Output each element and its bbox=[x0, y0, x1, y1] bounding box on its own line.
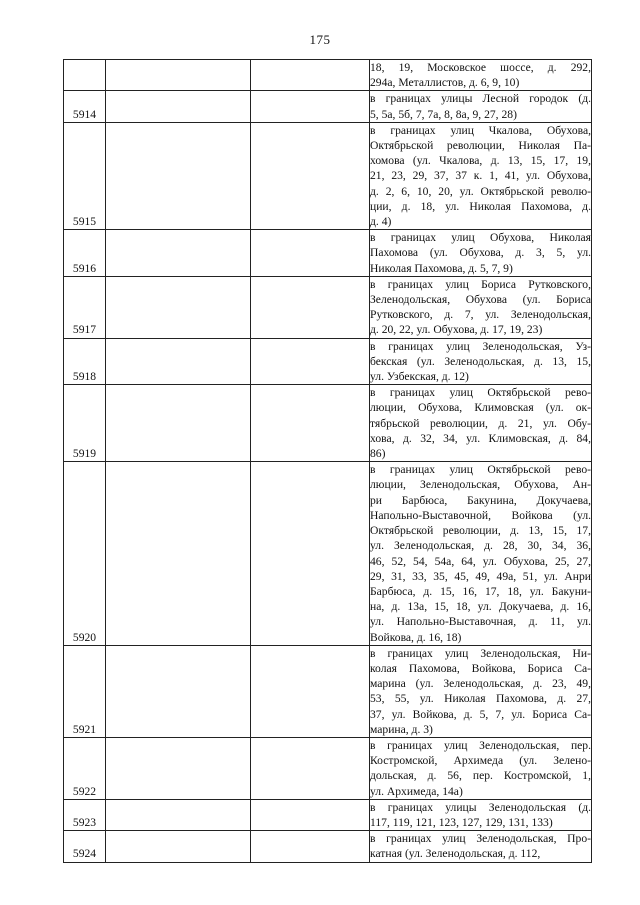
table-body bbox=[64, 60, 592, 863]
empty-cell bbox=[106, 462, 251, 645]
description-line: ции, д. 18, ул. Николая Пахомова, д. bbox=[370, 199, 591, 213]
table-row bbox=[64, 385, 592, 462]
boundary-description-cell bbox=[370, 645, 592, 737]
row-number-cell: 5914 bbox=[64, 91, 106, 122]
boundary-description-cell bbox=[370, 122, 592, 229]
empty-cell bbox=[106, 122, 251, 229]
description-line: катная (ул. Зеленодольская, д. 112, bbox=[370, 847, 541, 861]
description-line: Костромской, Архимеда (ул. Зелено- bbox=[370, 754, 591, 768]
boundary-description-cell bbox=[370, 338, 592, 385]
description-line: в границах улиц Бориса Рутковского, bbox=[370, 277, 591, 291]
table-row bbox=[64, 91, 592, 122]
description-line: 46, 52, 54, 54а, 64, ул. Обухова, 25, 27, bbox=[370, 554, 591, 568]
row-number-cell: 5915 bbox=[64, 122, 106, 229]
description-line: 86) bbox=[370, 447, 386, 461]
empty-cell bbox=[251, 276, 370, 338]
boundary-description-cell bbox=[370, 799, 592, 830]
empty-cell bbox=[251, 385, 370, 462]
table-row bbox=[64, 122, 592, 229]
empty-cell bbox=[251, 462, 370, 645]
description-line: хова, д. 32, 34, ул. Климовская, д. 84, bbox=[370, 431, 591, 445]
description-line: Октябрьской революции, д. 13, 15, 17, bbox=[370, 524, 591, 538]
description-line: в границах улицы Лесной городок (д. bbox=[370, 92, 591, 106]
empty-cell bbox=[106, 60, 251, 91]
empty-cell bbox=[106, 338, 251, 385]
table-row bbox=[64, 276, 592, 338]
table-row bbox=[64, 230, 592, 277]
description-line: в границах улиц Октябрьской рево- bbox=[370, 463, 591, 477]
empty-cell bbox=[106, 831, 251, 862]
table-row bbox=[64, 462, 592, 645]
description-line: в границах улиц Зеленодольская, Про- bbox=[370, 832, 591, 846]
empty-cell bbox=[251, 799, 370, 830]
row-number-cell: 5918 bbox=[64, 338, 106, 385]
description-line: ул. Зеленодольская, д. 28, 30, 34, 36, bbox=[370, 539, 591, 553]
description-line: тябрьской революции, д. 21, ул. Обу- bbox=[370, 416, 591, 430]
description-line: марина, д. 3) bbox=[370, 722, 433, 736]
description-line: бекская (ул. Зеленодольская, д. 13, 15, bbox=[370, 354, 591, 368]
description-line: ул. Архимеда, 14а) bbox=[370, 784, 463, 798]
description-line: Барбюса, д. 15, 16, 17, 18, ул. Бакуни- bbox=[370, 584, 591, 598]
boundary-description-cell bbox=[370, 60, 592, 91]
boundary-description-cell bbox=[370, 462, 592, 645]
description-line: Рутковского, д. 7, ул. Зеленодольская, bbox=[370, 308, 591, 322]
row-number-cell bbox=[64, 60, 106, 91]
description-line: марина (ул. Зеленодольская, д. 23, 49, bbox=[370, 677, 591, 691]
table-row bbox=[64, 831, 592, 862]
empty-cell bbox=[251, 831, 370, 862]
description-line: Октябрьской революции, Николая Па- bbox=[370, 139, 591, 153]
row-number-cell: 5923 bbox=[64, 799, 106, 830]
table-row bbox=[64, 60, 592, 91]
description-line: в границах улиц Зеленодольская, пер. bbox=[370, 738, 591, 752]
empty-cell bbox=[106, 91, 251, 122]
description-line: на, д. 13а, 15, 18, ул. Докучаева, д. 16, bbox=[370, 600, 591, 614]
description-line: Зеленодольская, Обухова (ул. Бориса bbox=[370, 293, 591, 307]
description-line: в границах улиц Зеленодольская, Ни- bbox=[370, 646, 591, 660]
empty-cell bbox=[106, 645, 251, 737]
row-number-cell: 5921 bbox=[64, 645, 106, 737]
description-line: 18, 19, Московское шоссе, д. 292, bbox=[370, 61, 591, 74]
empty-cell bbox=[251, 230, 370, 277]
description-line: 21, 23, 29, 37, 37 к. 1, 41, ул. Обухова, bbox=[370, 169, 591, 183]
empty-cell bbox=[251, 737, 370, 799]
boundary-description-cell bbox=[370, 276, 592, 338]
description-line: люции, Обухова, Климовская (ул. ок- bbox=[370, 401, 591, 415]
boundary-description-cell bbox=[370, 831, 592, 862]
description-line: в границах улиц Обухова, Николая bbox=[370, 231, 591, 245]
description-line: 37, ул. Войкова, д. 5, 7, ул. Бориса Са- bbox=[370, 707, 591, 721]
row-number-cell: 5916 bbox=[64, 230, 106, 277]
description-line: в границах улиц Чкалова, Обухова, bbox=[370, 123, 591, 137]
empty-cell bbox=[251, 60, 370, 91]
description-line: 29, 31, 33, 35, 45, 49, 49а, 51, ул. Анри bbox=[370, 569, 591, 583]
table-row bbox=[64, 338, 592, 385]
empty-cell bbox=[106, 276, 251, 338]
row-number-cell: 5917 bbox=[64, 276, 106, 338]
empty-cell bbox=[106, 799, 251, 830]
description-line: в границах улиц Октябрьской рево- bbox=[370, 386, 591, 400]
description-line: дольская, д. 56, пер. Костромской, 1, bbox=[370, 769, 591, 783]
description-line: ул. Напольно-Выставочная, д. 11, ул. bbox=[370, 615, 591, 629]
description-line: ул. Узбекская, д. 12) bbox=[370, 370, 469, 384]
description-line: 117, 119, 121, 123, 127, 129, 131, 133) bbox=[370, 815, 553, 829]
description-line: в границах улиц Зеленодольская, Уз- bbox=[370, 339, 591, 353]
empty-cell bbox=[106, 737, 251, 799]
boundary-description-cell bbox=[370, 91, 592, 122]
description-line: Напольно-Выставочной, Войкова (ул. bbox=[370, 508, 591, 522]
boundary-description-cell bbox=[370, 385, 592, 462]
row-number-cell: 5919 bbox=[64, 385, 106, 462]
empty-cell bbox=[251, 91, 370, 122]
boundary-description-cell bbox=[370, 737, 592, 799]
description-line: в границах улицы Зеленодольская (д. bbox=[370, 800, 591, 814]
description-line: 294а, Металлистов, д. 6, 9, 10) bbox=[370, 76, 520, 90]
row-number-cell: 5920 bbox=[64, 462, 106, 645]
description-line: колая Пахомова, Войкова, Бориса Са- bbox=[370, 661, 591, 675]
boundary-description-cell bbox=[370, 230, 592, 277]
row-number-cell: 5922 bbox=[64, 737, 106, 799]
description-line: люции, Зеленодольская, Обухова, Ан- bbox=[370, 478, 591, 492]
registry-table bbox=[63, 59, 592, 863]
table-row bbox=[64, 645, 592, 737]
table-row bbox=[64, 737, 592, 799]
description-line: д. 4) bbox=[370, 215, 392, 229]
description-line: Пахомова (ул. Обухова, д. 3, 5, ул. bbox=[370, 246, 591, 260]
empty-cell bbox=[251, 338, 370, 385]
description-line: хомова (ул. Чкалова, д. 13, 15, 17, 19, bbox=[370, 154, 591, 168]
description-line: ри Барбюса, Бакунина, Докучаева, bbox=[370, 493, 591, 507]
empty-cell bbox=[251, 122, 370, 229]
row-number-cell: 5924 bbox=[64, 831, 106, 862]
empty-cell bbox=[106, 230, 251, 277]
table-row bbox=[64, 799, 592, 830]
empty-cell bbox=[106, 385, 251, 462]
description-line: 53, 55, ул. Николая Пахомова, д. 27, bbox=[370, 692, 591, 706]
description-line: Войкова, д. 16, 18) bbox=[370, 630, 462, 644]
page-number: 175 bbox=[309, 32, 331, 47]
description-line: д. 20, 22, ул. Обухова, д. 17, 19, 23) bbox=[370, 323, 543, 337]
description-line: д. 2, 6, 10, 20, ул. Октябрьской револю- bbox=[370, 184, 591, 198]
description-line: 5, 5а, 5б, 7, 7а, 8, 8а, 9, 27, 28) bbox=[370, 107, 517, 121]
description-line: Николая Пахомова, д. 5, 7, 9) bbox=[370, 261, 513, 275]
empty-cell bbox=[251, 645, 370, 737]
